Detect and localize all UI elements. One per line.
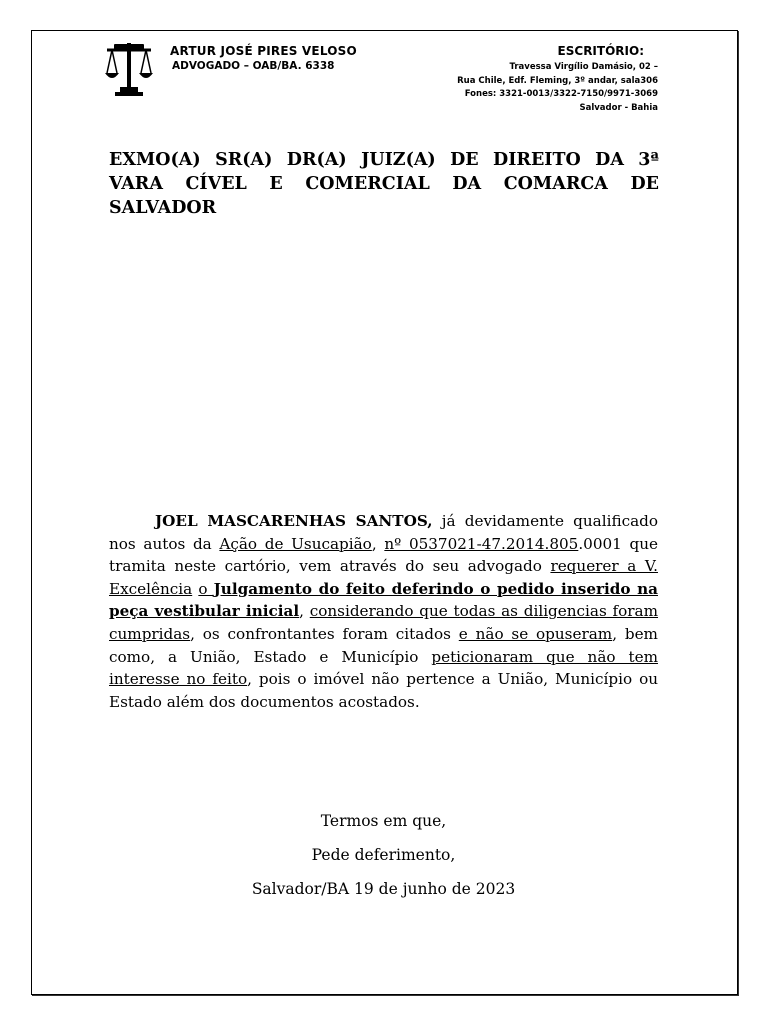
process-number-suffix: .0001 [578, 534, 622, 553]
office-phones: Fones: 3321-0013/3322-7150/9971-3069 [464, 89, 658, 99]
text-segment: , [371, 534, 385, 553]
office-address-line-2: Rua Chile, Edf. Fleming, 3º andar, sala306 [457, 75, 658, 86]
judgment-article: o [198, 579, 214, 598]
office-address-line-1: Travessa Virgílio Damásio, 02 – [509, 62, 658, 72]
action-type: Ação de Usucapião [219, 534, 372, 553]
not-opposed-clause: e não se opuseram [458, 624, 613, 643]
text-segment: , os confrontantes foram citados [190, 624, 459, 643]
closing-line-2: Pede deferimento, [311, 846, 456, 864]
party-name: JOEL MASCARENHAS SANTOS, [155, 512, 433, 530]
addressee-heading: EXMO(A) SR(A) DR(A) JUIZ(A) DE DIREITO DA 3ª VARA CÍVEL E COMERCIAL DA COMARCA DE SALVADOR [109, 150, 659, 218]
scales-of-justice-icon [104, 41, 154, 97]
judgment-request: Julgamento do feito deferindo o pedido inserido na peça vestibular inicial [109, 579, 658, 621]
lawyer-oab: ADVOGADO – OAB/BA. 6338 [172, 60, 335, 72]
diligences-clause: considerando que todas as diligencias foram cumpridas [109, 602, 659, 643]
text-segment: , pois o imóvel não pertence a União, Município ou Estado além dos documentos acostados. [109, 670, 658, 711]
office-address-block [457, 44, 658, 115]
text-segment: que tramita neste cartório, vem através do seu advogado [109, 534, 658, 576]
petition-paragraph [109, 510, 658, 713]
office-title: ESCRITÓRIO: [557, 44, 644, 58]
request-phrase: requerer a V. Excelência [109, 557, 658, 598]
text-segment: , [299, 602, 310, 621]
no-interest-clause: peticionaram que não tem interesse no feito [109, 647, 658, 689]
process-number: nº 0537021-47.2014.805 [384, 534, 579, 553]
text-segment: , bem como, a União, Estado e Município [109, 624, 658, 666]
lawyer-name: ARTUR JOSÉ PIRES VELOSO [170, 44, 357, 58]
office-city: Salvador - Bahia [579, 102, 658, 113]
closing-line-1: Termos em que, [320, 812, 447, 830]
closing-date: Salvador/BA 19 de junho de 2023 [251, 880, 516, 898]
text-segment: já devidamente qualificado nos autos da [109, 512, 658, 553]
